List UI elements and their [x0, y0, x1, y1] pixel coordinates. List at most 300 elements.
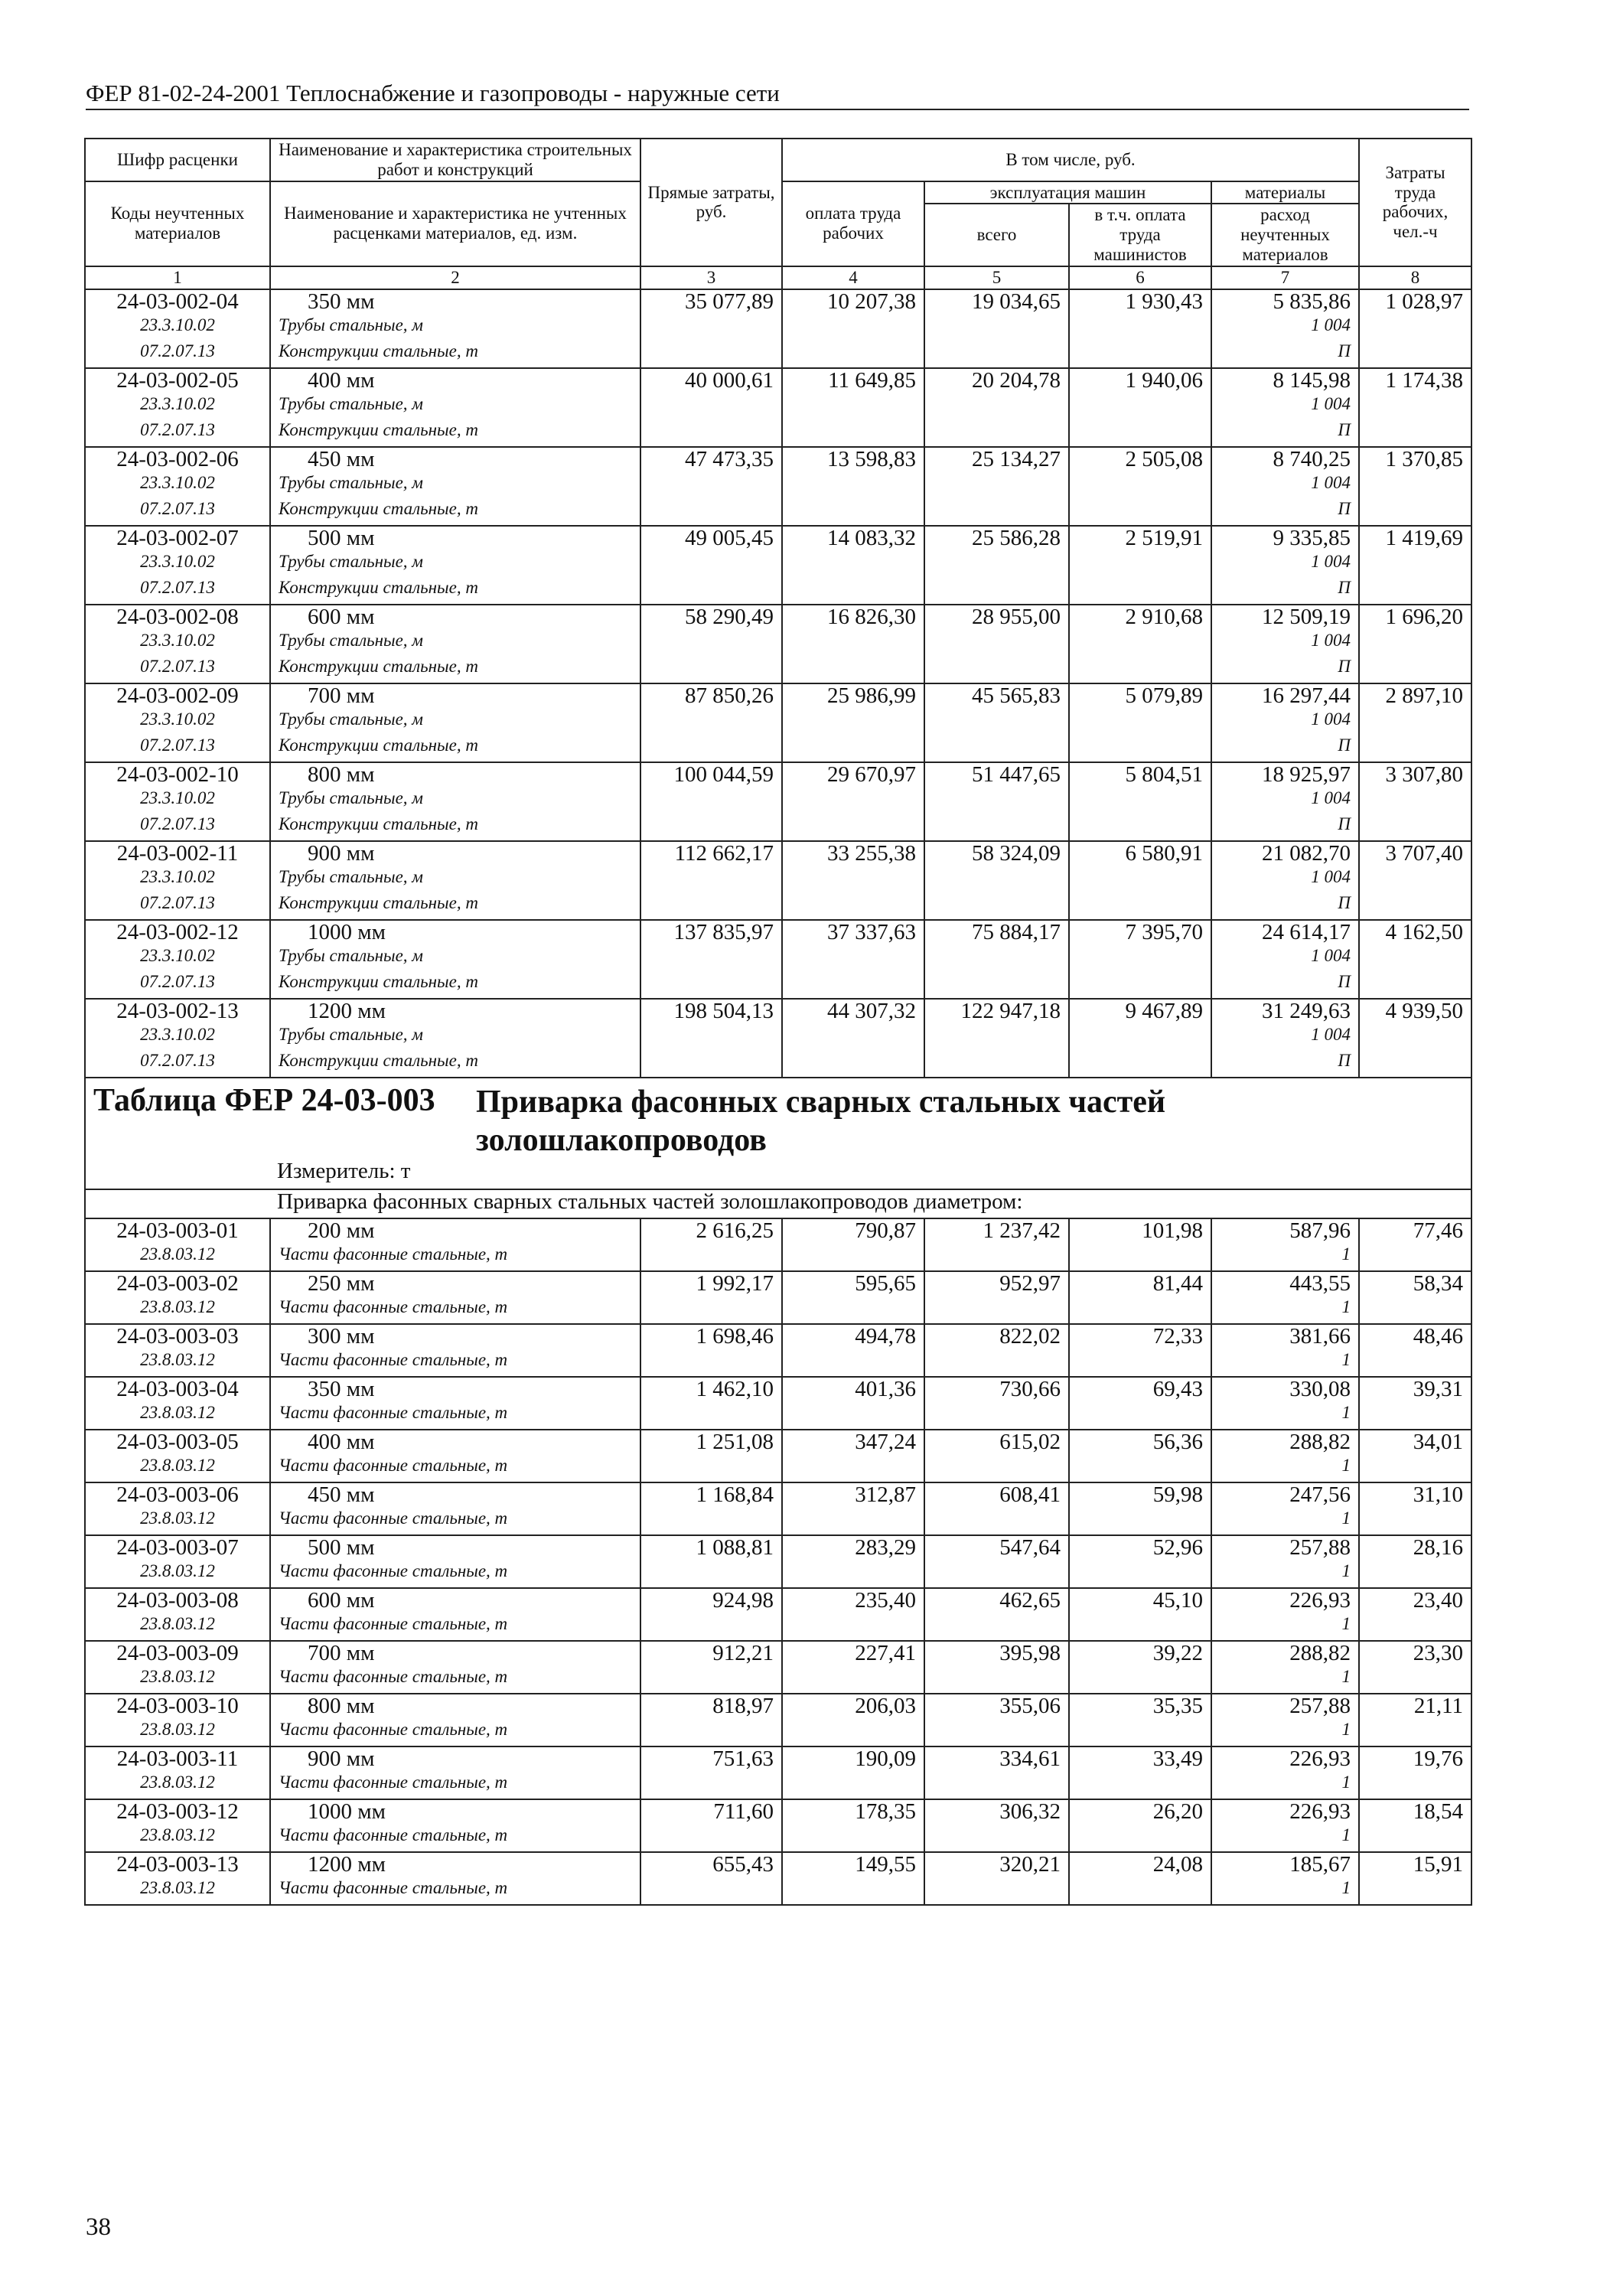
- material-consumption: 1: [1211, 1614, 1359, 1641]
- labor: 1 174,38: [1359, 368, 1471, 394]
- labor: 28,16: [1359, 1535, 1471, 1561]
- col-number: 7: [1211, 266, 1359, 289]
- col-name-char: Наименование и характеристика строительных работ и конструкций: [270, 139, 640, 181]
- empty-cell: [782, 1403, 924, 1430]
- material-code: 23.8.03.12: [85, 1825, 270, 1852]
- materials: 288,82: [1211, 1430, 1359, 1456]
- direct-costs: 100 044,59: [640, 762, 782, 788]
- material-code: 07.2.07.13: [85, 814, 270, 841]
- empty-cell: [924, 1773, 1069, 1799]
- machine-total: 122 947,18: [924, 999, 1069, 1025]
- direct-costs: 751,63: [640, 1746, 782, 1773]
- rate-code: 24-03-002-10: [85, 762, 270, 788]
- direct-costs: 1 462,10: [640, 1377, 782, 1403]
- material-name: Конструкции стальные, т: [270, 499, 640, 526]
- machine-total: 822,02: [924, 1324, 1069, 1350]
- empty-cell: [1359, 814, 1471, 841]
- rate-row: [85, 762, 1471, 788]
- materials: 330,08: [1211, 1377, 1359, 1403]
- material-consumption: П: [1211, 1051, 1359, 1078]
- machine-total: 1 237,42: [924, 1218, 1069, 1244]
- material-name: Части фасонные стальные, т: [270, 1244, 640, 1271]
- empty-cell: [782, 499, 924, 526]
- material-row: [85, 893, 1471, 920]
- material-consumption: 1: [1211, 1297, 1359, 1324]
- empty-cell: [1359, 709, 1471, 735]
- rate-row: [85, 526, 1471, 552]
- wages: 13 598,83: [782, 447, 924, 473]
- direct-costs: 198 504,13: [640, 999, 782, 1025]
- empty-cell: [1069, 1403, 1211, 1430]
- direct-costs: 1 088,81: [640, 1535, 782, 1561]
- material-consumption: 1 004: [1211, 315, 1359, 341]
- empty-cell: [1359, 1825, 1471, 1852]
- material-name: Трубы стальные, м: [270, 709, 640, 735]
- materials: 226,93: [1211, 1588, 1359, 1614]
- material-row: [85, 1051, 1471, 1078]
- direct-costs: 35 077,89: [640, 289, 782, 315]
- material-code: 23.3.10.02: [85, 946, 270, 972]
- rate-code: 24-03-002-13: [85, 999, 270, 1025]
- rate-name: 600 мм: [270, 605, 640, 631]
- wages: 178,35: [782, 1799, 924, 1825]
- empty-cell: [782, 1244, 924, 1271]
- empty-cell: [924, 1614, 1069, 1641]
- empty-cell: [924, 735, 1069, 762]
- machine-wages: 1 940,06: [1069, 368, 1211, 394]
- empty-cell: [782, 867, 924, 893]
- direct-costs: 924,98: [640, 1588, 782, 1614]
- empty-cell: [1069, 631, 1211, 657]
- machine-total: 547,64: [924, 1535, 1069, 1561]
- empty-cell: [640, 709, 782, 735]
- empty-cell: [1069, 499, 1211, 526]
- wages: 206,03: [782, 1694, 924, 1720]
- materials: 257,88: [1211, 1694, 1359, 1720]
- material-row: [85, 735, 1471, 762]
- wages: 33 255,38: [782, 841, 924, 867]
- rate-row: [85, 999, 1471, 1025]
- empty-cell: [782, 1720, 924, 1746]
- material-row: [85, 1456, 1471, 1482]
- empty-cell: [1359, 1025, 1471, 1051]
- material-name: Части фасонные стальные, т: [270, 1297, 640, 1324]
- empty-cell: [1359, 1614, 1471, 1641]
- empty-cell: [782, 1825, 924, 1852]
- material-consumption: 1: [1211, 1667, 1359, 1694]
- rate-code: 24-03-003-05: [85, 1430, 270, 1456]
- material-row: [85, 420, 1471, 447]
- material-code: 23.8.03.12: [85, 1244, 270, 1271]
- empty-cell: [640, 972, 782, 999]
- machine-wages: 5 079,89: [1069, 683, 1211, 709]
- wages: 283,29: [782, 1535, 924, 1561]
- empty-cell: [640, 1403, 782, 1430]
- empty-cell: [924, 1297, 1069, 1324]
- material-code: 07.2.07.13: [85, 893, 270, 920]
- material-consumption: П: [1211, 972, 1359, 999]
- direct-costs: 40 000,61: [640, 368, 782, 394]
- empty-cell: [924, 867, 1069, 893]
- rate-row: [85, 1641, 1471, 1667]
- material-row: [85, 1667, 1471, 1694]
- rate-code: 24-03-003-10: [85, 1694, 270, 1720]
- material-consumption: 1: [1211, 1825, 1359, 1852]
- rate-name: 350 мм: [270, 1377, 640, 1403]
- direct-costs: 58 290,49: [640, 605, 782, 631]
- material-consumption: 1 004: [1211, 552, 1359, 578]
- rate-code: 24-03-003-02: [85, 1271, 270, 1297]
- empty-cell: [1069, 1720, 1211, 1746]
- rate-code: 24-03-002-09: [85, 683, 270, 709]
- col-number: 5: [924, 266, 1069, 289]
- empty-cell: [924, 315, 1069, 341]
- rate-name: 300 мм: [270, 1324, 640, 1350]
- material-name: Конструкции стальные, т: [270, 735, 640, 762]
- rate-row: [85, 1377, 1471, 1403]
- empty-cell: [782, 972, 924, 999]
- material-code: 07.2.07.13: [85, 341, 270, 368]
- empty-cell: [924, 788, 1069, 814]
- material-name: Трубы стальные, м: [270, 315, 640, 341]
- empty-cell: [1069, 1297, 1211, 1324]
- rate-code: 24-03-003-09: [85, 1641, 270, 1667]
- material-name: Трубы стальные, м: [270, 788, 640, 814]
- material-consumption: 1: [1211, 1456, 1359, 1482]
- rate-code: 24-03-003-11: [85, 1746, 270, 1773]
- material-code: 23.8.03.12: [85, 1720, 270, 1746]
- rate-name: 450 мм: [270, 447, 640, 473]
- rate-code: 24-03-003-07: [85, 1535, 270, 1561]
- material-consumption: 1: [1211, 1508, 1359, 1535]
- col-labor: Затраты труда рабочих, чел.-ч: [1359, 139, 1471, 266]
- labor: 1 370,85: [1359, 447, 1471, 473]
- empty-cell: [782, 1773, 924, 1799]
- empty-cell: [1359, 552, 1471, 578]
- materials: 185,67: [1211, 1852, 1359, 1878]
- machine-wages: 59,98: [1069, 1482, 1211, 1508]
- direct-costs: 87 850,26: [640, 683, 782, 709]
- empty-cell: [1069, 709, 1211, 735]
- rate-row: [85, 1482, 1471, 1508]
- page-number: 38: [86, 2213, 111, 2241]
- empty-cell: [640, 1456, 782, 1482]
- direct-costs: 655,43: [640, 1852, 782, 1878]
- empty-cell: [1359, 499, 1471, 526]
- material-name: Части фасонные стальные, т: [270, 1667, 640, 1694]
- material-consumption: 1: [1211, 1403, 1359, 1430]
- empty-cell: [924, 709, 1069, 735]
- materials: 5 835,86: [1211, 289, 1359, 315]
- empty-cell: [782, 1667, 924, 1694]
- wages: 10 207,38: [782, 289, 924, 315]
- empty-cell: [1359, 473, 1471, 499]
- empty-cell: [640, 341, 782, 368]
- empty-cell: [1069, 1878, 1211, 1905]
- material-name: Трубы стальные, м: [270, 867, 640, 893]
- section-description-row: [85, 1189, 1471, 1218]
- empty-cell: [1069, 1614, 1211, 1641]
- empty-cell: [1069, 657, 1211, 683]
- material-consumption: 1: [1211, 1244, 1359, 1271]
- material-name: Части фасонные стальные, т: [270, 1508, 640, 1535]
- material-code: 23.8.03.12: [85, 1456, 270, 1482]
- direct-costs: 112 662,17: [640, 841, 782, 867]
- empty-cell: [1359, 1667, 1471, 1694]
- materials: 21 082,70: [1211, 841, 1359, 867]
- material-row: [85, 499, 1471, 526]
- col-including: В том числе, руб.: [782, 139, 1359, 181]
- material-row: [85, 341, 1471, 368]
- direct-costs: 818,97: [640, 1694, 782, 1720]
- rate-code: 24-03-003-08: [85, 1588, 270, 1614]
- empty-cell: [640, 735, 782, 762]
- material-row: [85, 1350, 1471, 1377]
- rate-code: 24-03-002-08: [85, 605, 270, 631]
- materials: 288,82: [1211, 1641, 1359, 1667]
- empty-cell: [782, 420, 924, 447]
- material-name: Конструкции стальные, т: [270, 341, 640, 368]
- empty-cell: [782, 315, 924, 341]
- rate-name: 1000 мм: [270, 920, 640, 946]
- rate-name: 200 мм: [270, 1218, 640, 1244]
- machine-wages: 45,10: [1069, 1588, 1211, 1614]
- empty-cell: [1069, 1244, 1211, 1271]
- empty-cell: [924, 1508, 1069, 1535]
- empty-cell: [782, 1508, 924, 1535]
- rate-row: [85, 605, 1471, 631]
- labor: 77,46: [1359, 1218, 1471, 1244]
- direct-costs: 1 992,17: [640, 1271, 782, 1297]
- empty-cell: [1069, 1667, 1211, 1694]
- machine-total: 45 565,83: [924, 683, 1069, 709]
- section-label: Таблица ФЕР 24-03-003: [93, 1082, 435, 1118]
- wages: 494,78: [782, 1324, 924, 1350]
- rate-name: 800 мм: [270, 762, 640, 788]
- material-name: Трубы стальные, м: [270, 552, 640, 578]
- rate-name: 600 мм: [270, 1588, 640, 1614]
- material-row: [85, 1025, 1471, 1051]
- material-code: 07.2.07.13: [85, 1051, 270, 1078]
- section-heading: Приварка фасонных сварных стальных частей золошлакопроводов: [476, 1084, 1166, 1158]
- empty-cell: [640, 1297, 782, 1324]
- materials: 12 509,19: [1211, 605, 1359, 631]
- rate-row: [85, 1799, 1471, 1825]
- direct-costs: 47 473,35: [640, 447, 782, 473]
- machine-wages: 24,08: [1069, 1852, 1211, 1878]
- material-row: [85, 473, 1471, 499]
- empty-cell: [782, 552, 924, 578]
- material-name: Конструкции стальные, т: [270, 893, 640, 920]
- col-number: 4: [782, 266, 924, 289]
- material-row: [85, 394, 1471, 420]
- empty-cell: [1359, 315, 1471, 341]
- header-row-1: [85, 139, 1471, 181]
- labor: 23,30: [1359, 1641, 1471, 1667]
- empty-cell: [640, 1025, 782, 1051]
- labor: 3 307,80: [1359, 762, 1471, 788]
- empty-cell: [782, 709, 924, 735]
- empty-cell: [924, 946, 1069, 972]
- direct-costs: 1 698,46: [640, 1324, 782, 1350]
- running-header: ФЕР 81-02-24-2001 Теплоснабжение и газопроводы - наружные сети: [86, 80, 1469, 110]
- wages: 401,36: [782, 1377, 924, 1403]
- empty-cell: [1359, 1456, 1471, 1482]
- empty-cell: [1069, 814, 1211, 841]
- materials: 587,96: [1211, 1218, 1359, 1244]
- material-consumption: 1 004: [1211, 473, 1359, 499]
- empty-cell: [782, 473, 924, 499]
- materials: 8 740,25: [1211, 447, 1359, 473]
- material-row: [85, 315, 1471, 341]
- col-direct-costs: Прямые затраты, руб.: [640, 139, 782, 266]
- rate-code: 24-03-002-05: [85, 368, 270, 394]
- rate-row: [85, 1746, 1471, 1773]
- col-number: 3: [640, 266, 782, 289]
- wages: 29 670,97: [782, 762, 924, 788]
- rate-name: 800 мм: [270, 1694, 640, 1720]
- empty-cell: [640, 814, 782, 841]
- empty-cell: [1069, 315, 1211, 341]
- rate-name: 500 мм: [270, 1535, 640, 1561]
- col-number: 8: [1359, 266, 1471, 289]
- material-name: Трубы стальные, м: [270, 473, 640, 499]
- rate-row: [85, 1430, 1471, 1456]
- material-name: Части фасонные стальные, т: [270, 1825, 640, 1852]
- section-unit: Измеритель: т: [85, 1159, 1471, 1189]
- materials: 24 614,17: [1211, 920, 1359, 946]
- machine-total: 320,21: [924, 1852, 1069, 1878]
- material-name: Конструкции стальные, т: [270, 1051, 640, 1078]
- empty-cell: [782, 394, 924, 420]
- material-row: [85, 1297, 1471, 1324]
- labor: 4 939,50: [1359, 999, 1471, 1025]
- col-number: 2: [270, 266, 640, 289]
- empty-cell: [1069, 578, 1211, 605]
- empty-cell: [782, 1297, 924, 1324]
- rates-table: [84, 138, 1472, 1906]
- material-code: 23.8.03.12: [85, 1878, 270, 1905]
- material-name: Части фасонные стальные, т: [270, 1773, 640, 1799]
- col-number: 6: [1069, 266, 1211, 289]
- machine-wages: 2 519,91: [1069, 526, 1211, 552]
- materials: 8 145,98: [1211, 368, 1359, 394]
- rate-name: 1200 мм: [270, 999, 640, 1025]
- material-name: Конструкции стальные, т: [270, 657, 640, 683]
- empty-cell: [924, 394, 1069, 420]
- empty-cell: [1359, 1350, 1471, 1377]
- col-machine-total: всего: [924, 204, 1069, 266]
- empty-cell: [1069, 1456, 1211, 1482]
- material-consumption: П: [1211, 735, 1359, 762]
- machine-total: 20 204,78: [924, 368, 1069, 394]
- empty-cell: [640, 499, 782, 526]
- empty-cell: [924, 1667, 1069, 1694]
- rate-name: 700 мм: [270, 1641, 640, 1667]
- empty-cell: [924, 1403, 1069, 1430]
- material-consumption: 1 004: [1211, 394, 1359, 420]
- material-code: 23.8.03.12: [85, 1350, 270, 1377]
- material-row: [85, 631, 1471, 657]
- wages: 227,41: [782, 1641, 924, 1667]
- rate-name: 1000 мм: [270, 1799, 640, 1825]
- machine-total: 952,97: [924, 1271, 1069, 1297]
- col-codes-unaccounted: Коды неучтенных материалов: [85, 181, 270, 266]
- empty-cell: [924, 1456, 1069, 1482]
- empty-cell: [924, 631, 1069, 657]
- empty-cell: [782, 631, 924, 657]
- empty-cell: [1359, 1403, 1471, 1430]
- labor: 2 897,10: [1359, 683, 1471, 709]
- empty-cell: [640, 1508, 782, 1535]
- material-name: Части фасонные стальные, т: [270, 1561, 640, 1588]
- machine-wages: 2 910,68: [1069, 605, 1211, 631]
- rate-code: 24-03-003-13: [85, 1852, 270, 1878]
- col-consumption: расход неучтенных материалов: [1211, 204, 1359, 266]
- material-code: 23.8.03.12: [85, 1403, 270, 1430]
- rate-name: 250 мм: [270, 1271, 640, 1297]
- rate-row: [85, 1218, 1471, 1244]
- material-code: 07.2.07.13: [85, 972, 270, 999]
- direct-costs: 137 835,97: [640, 920, 782, 946]
- direct-costs: 49 005,45: [640, 526, 782, 552]
- wages: 312,87: [782, 1482, 924, 1508]
- material-name: Конструкции стальные, т: [270, 972, 640, 999]
- empty-cell: [1069, 341, 1211, 368]
- rate-name: 500 мм: [270, 526, 640, 552]
- wages: 790,87: [782, 1218, 924, 1244]
- material-code: 23.8.03.12: [85, 1667, 270, 1694]
- rate-row: [85, 1535, 1471, 1561]
- section-title: [85, 1078, 1471, 1160]
- empty-cell: [1359, 788, 1471, 814]
- rate-row: [85, 683, 1471, 709]
- material-consumption: 1: [1211, 1561, 1359, 1588]
- machine-total: 19 034,65: [924, 289, 1069, 315]
- empty-cell: [640, 1614, 782, 1641]
- col-machine-operation: эксплуатация машин: [924, 181, 1211, 204]
- material-code: 23.3.10.02: [85, 709, 270, 735]
- wages: 11 649,85: [782, 368, 924, 394]
- empty-cell: [782, 893, 924, 920]
- machine-total: 25 586,28: [924, 526, 1069, 552]
- material-consumption: 1: [1211, 1878, 1359, 1905]
- material-code: 07.2.07.13: [85, 420, 270, 447]
- rate-row: [85, 1324, 1471, 1350]
- wages: 595,65: [782, 1271, 924, 1297]
- empty-cell: [1359, 1878, 1471, 1905]
- machine-wages: 35,35: [1069, 1694, 1211, 1720]
- labor: 19,76: [1359, 1746, 1471, 1773]
- empty-cell: [1359, 735, 1471, 762]
- material-name: Части фасонные стальные, т: [270, 1878, 640, 1905]
- empty-cell: [924, 420, 1069, 447]
- material-code: 23.3.10.02: [85, 394, 270, 420]
- empty-cell: [1069, 552, 1211, 578]
- rate-code: 24-03-003-06: [85, 1482, 270, 1508]
- empty-cell: [782, 1614, 924, 1641]
- material-row: [85, 972, 1471, 999]
- material-code: 23.8.03.12: [85, 1508, 270, 1535]
- labor: 31,10: [1359, 1482, 1471, 1508]
- col-wages: оплата труда рабочих: [782, 181, 924, 266]
- machine-total: 25 134,27: [924, 447, 1069, 473]
- empty-cell: [1359, 631, 1471, 657]
- empty-cell: [782, 1025, 924, 1051]
- empty-cell: [1069, 1350, 1211, 1377]
- machine-wages: 52,96: [1069, 1535, 1211, 1561]
- wages: 149,55: [782, 1852, 924, 1878]
